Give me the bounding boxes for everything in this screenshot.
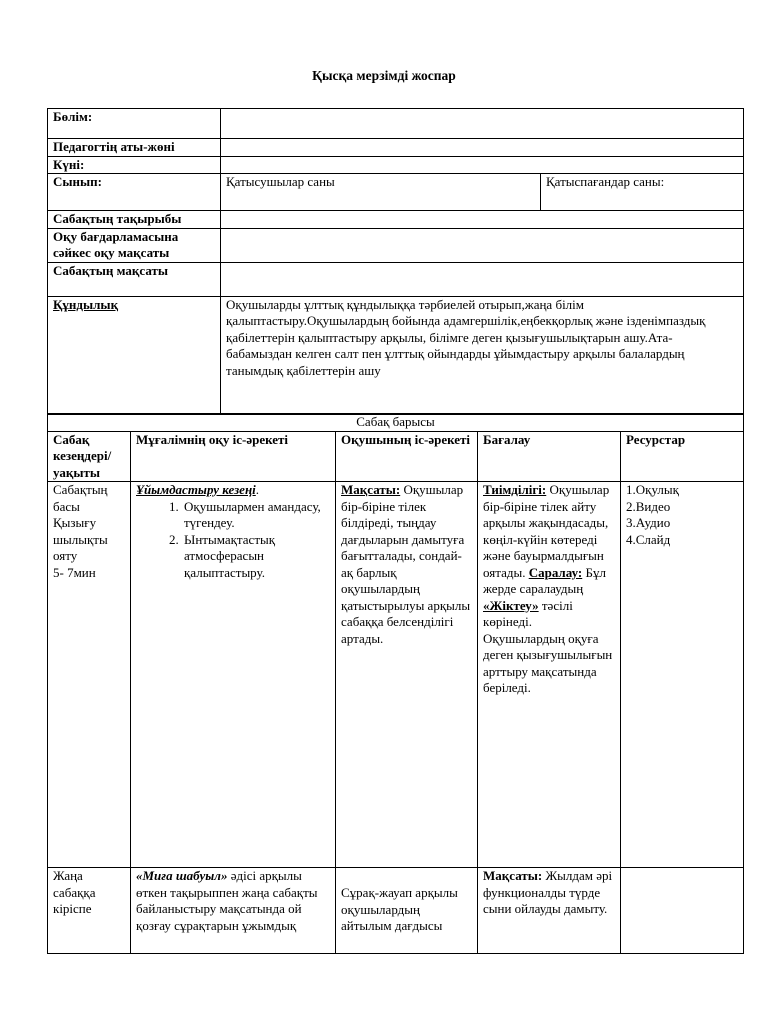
student-activity-cell: Сұрақ-жауап арқылы оқушылардың айтылым дағдысы [336, 868, 478, 954]
column-header: Ресурстар [621, 431, 744, 482]
stage-cell [48, 482, 131, 868]
table-row [48, 482, 744, 868]
column-header: Мұғалімнің оқу іс-әрекеті [131, 431, 336, 482]
evaluation-cell [478, 868, 621, 954]
column-header: Сабақ кезеңдері/ уақыты [48, 431, 131, 482]
heading-suffix: . [255, 482, 260, 497]
column-header: Оқушының іс-әрекеті [336, 431, 478, 482]
date-value [221, 156, 744, 174]
student-activity-text: Оқушылар бір-біріне тілек білдіреді, тыңдау дағдыларын дамытуға бағытталады, сондай-ақ барлық оқушылардың қатыстырылуы арқылы сабаққа белсенділігі артады. [341, 482, 471, 646]
program-goal-value [221, 228, 744, 262]
evaluation-cell [478, 482, 621, 868]
values-text: Оқушыларды ұлттық құндылыққа тәрбиелей отырып,жаңа білім қалыптастыру.Оқушылардың бойында адамгершілік,еңбекқорлық және ізденімпаздық қабілеттерін қалыптастыру арқылы, білімге деген қызығушылықтарын ашу.Ата-бабамыздан келген салт пен ұлттық ойындарды ұйымдастыру арқылы балалардың танымдық қабілеттерін ашу [221, 296, 744, 414]
page-title: Қысқа мерзімді жоспар [312, 68, 456, 83]
class-label: Сынып: [48, 174, 221, 211]
section-value [221, 109, 744, 139]
program-goal-label: Оқу бағдарламасына сәйкес оқу мақсаты [48, 228, 221, 262]
teacher-label: Педагогтің аты-жөні [48, 139, 221, 157]
list-item: 1. Оқушылармен амандасу, түгендеу. [182, 499, 330, 532]
differentiation-heading: Саралау: [528, 564, 583, 580]
goal-heading: Мақсаты: [341, 482, 401, 497]
stage-cell: Жаңа сабаққа кіріспе [48, 868, 131, 954]
resource-item: 2.Видео [626, 498, 671, 514]
date-label: Күні: [48, 156, 221, 174]
resource-item: 3.Аудио [626, 515, 671, 530]
absent-count-label: Қатыспағандар саны: [541, 174, 744, 211]
resource-item: 4.Слайд [626, 531, 671, 547]
section-label: Бөлім: [48, 109, 221, 139]
differentiation-text: Бұл жерде саралаудың [483, 564, 606, 596]
info-table [47, 108, 744, 415]
resources-cell [621, 868, 744, 954]
topic-value [221, 211, 744, 229]
classification-term: «Жіктеу» [483, 597, 539, 613]
topic-label: Сабақтың тақырыбы [48, 211, 221, 229]
lesson-goal-value [221, 262, 744, 296]
column-header: Бағалау [478, 431, 621, 482]
evaluation-text: Жылдам әрі функционалды түрде сыни ойлауды дамыту. [483, 868, 613, 916]
teacher-activity-cell [131, 482, 336, 868]
lesson-plan-table [47, 413, 744, 954]
effectiveness-heading: Тиімділігі: [483, 482, 547, 497]
brainstorm-term: «Миға шабуыл» [136, 868, 228, 883]
values-label: Құндылық [48, 296, 221, 414]
list-item: 2. Ынтымақтастық атмосферасын қалыптастыру. [182, 532, 330, 582]
teacher-value [221, 139, 744, 157]
stage-line: Қызығу шылықты ояту [53, 515, 108, 563]
lesson-goal-label: Сабақтың мақсаты [48, 262, 221, 296]
table-row [48, 868, 744, 954]
teacher-activity-text: әдісі арқылы өткен тақырыппен жаңа сабақты байланыстыру мақсатында ой қозғау сұрақтарын ұжымдық [136, 868, 318, 933]
resources-cell [621, 482, 744, 868]
goal-heading: Мақсаты: [483, 868, 543, 883]
resource-item: 1.Оқулық [626, 482, 679, 497]
teacher-activity-cell [131, 868, 336, 954]
stage-line: Сабақтың басы [53, 482, 108, 514]
present-count-label: Қатысушылар саны [221, 174, 541, 211]
differentiation-text-end: тәсілі көрінеді. Оқушылардың оқуға деген қызығушылығын арттыру мақсатында беріледі. [483, 597, 613, 695]
organization-stage-heading: Ұйымдастыру кезеңі [136, 482, 256, 497]
effectiveness-text: Оқушылар бір-біріне тілек айту арқылы жақындасады, көңіл-күйін көтереді және бауырмалдығын оятады. [483, 482, 610, 580]
stage-line: 5- 7мин [53, 564, 96, 580]
student-activity-cell [336, 482, 478, 868]
teacher-steps-list [136, 499, 330, 582]
lesson-progress-header: Сабақ барысы [48, 414, 744, 432]
